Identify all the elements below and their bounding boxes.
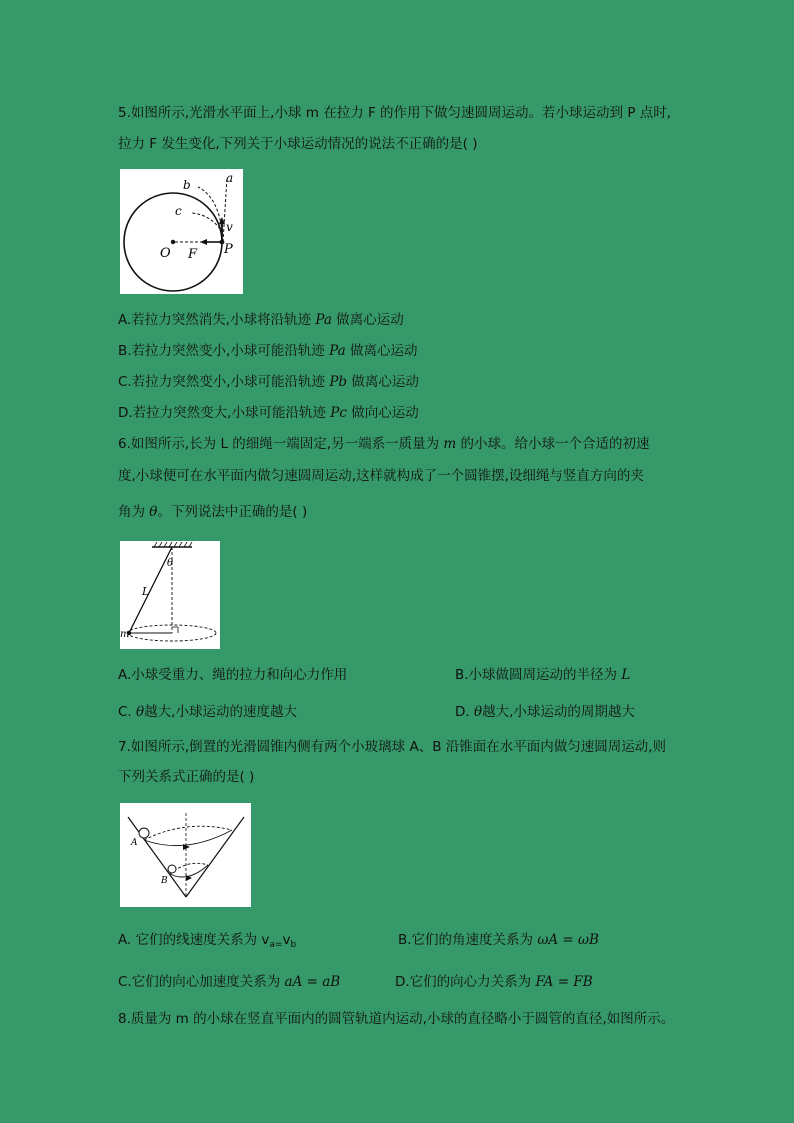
q7-option-a-sub2: b	[290, 940, 297, 950]
q5-label-b: b	[183, 178, 191, 192]
q6-option-b-math: L	[621, 667, 631, 683]
q5-option-a-path: Pa	[315, 312, 332, 328]
q6-text-line1	[118, 435, 649, 453]
q6-option-d	[455, 703, 635, 721]
q6-label-theta: θ	[167, 558, 174, 569]
q6-figure	[120, 541, 220, 649]
q5-option-a-text: A.若拉力突然消失,小球将沿轨迹	[118, 312, 316, 328]
q8-text-line1: 8.质量为 m 的小球在竖直平面内的圆管轨道内运动,小球的直径略小于圆管的直径,如图所示。	[118, 1011, 675, 1027]
q7-option-a	[118, 931, 296, 954]
q6-line1-post: 的小球。给小球一个合适的初速	[456, 436, 650, 452]
q5-option-c-tail: 做离心运动	[347, 374, 419, 390]
q6-line3-post: 。下列说法中正确的是( )	[157, 504, 308, 520]
q5-label-O: O	[160, 246, 171, 261]
q6-option-d-theta: θ	[473, 704, 483, 720]
q6-option-d-label: D.	[455, 704, 474, 720]
q7-label-A: A	[131, 838, 138, 848]
q7-option-b-text: B.它们的角速度关系为	[398, 932, 538, 948]
q5-text-line2: 拉力 F 发生变化,下列关于小球运动情况的说法不正确的是( )	[118, 136, 478, 152]
q6-line3-theta: θ	[149, 504, 158, 520]
q5-option-d-text: D.若拉力突然变大,小球可能沿轨迹	[118, 405, 331, 421]
q7-option-d-text: D.它们的向心力关系为	[395, 974, 536, 990]
q5-option-a-tail: 做离心运动	[331, 312, 404, 328]
q5-option-c-path: Pb	[329, 374, 348, 390]
q5-text-line1: 5.如图所示,光滑水平面上,小球 m 在拉力 F 的作用下做匀速圆周运动。若小球运动到 P 点时,	[118, 105, 672, 121]
q7-option-b	[398, 931, 599, 949]
q5-label-v: v	[226, 220, 233, 234]
q5-option-b-path: Pa	[329, 343, 346, 359]
q5-option-b	[118, 342, 417, 360]
q7-option-a-text: A. 它们的线速度关系为	[118, 932, 262, 948]
q5-option-d-path: Pc	[330, 405, 347, 421]
q7-label-B: B	[161, 876, 168, 886]
q5-option-b-text: B.若拉力突然变小,小球可能沿轨迹	[118, 343, 330, 359]
q7-option-d	[395, 973, 593, 991]
q7-option-c-text: C.它们的向心加速度关系为	[118, 974, 285, 990]
q7-option-c	[118, 973, 340, 991]
q6-option-b-text: B.小球做圆周运动的半径为	[455, 667, 622, 683]
q6-line1-pre: 6.如图所示,长为 L 的细绳一端固定,另一端系一质量为	[118, 436, 444, 452]
q5-label-F: F	[188, 247, 198, 262]
q5-option-d	[118, 404, 419, 422]
q5-figure	[120, 169, 243, 294]
q5-label-a: a	[226, 171, 234, 185]
q6-line3-pre: 角为	[118, 504, 150, 520]
q7-option-a-eq: =	[274, 940, 283, 950]
q7-option-c-math: aA = aB	[284, 974, 341, 990]
q7-text-line1: 7.如图所示,倒置的光滑圆锥内侧有两个小玻璃球 A、B 沿锥面在水平面内做匀速圆周运动,则	[118, 739, 667, 755]
q7-figure	[120, 803, 251, 907]
q7-option-a-v2: v	[282, 932, 291, 948]
q5-option-d-tail: 做向心运动	[346, 405, 419, 421]
q6-label-L: L	[142, 585, 150, 598]
q6-option-c-text: 越大,小球运动的速度越大	[144, 704, 297, 720]
q6-option-d-text: 越大,小球运动的周期越大	[482, 704, 635, 720]
q5-option-a	[118, 311, 404, 329]
q6-option-c-label: C.	[118, 704, 137, 720]
q7-option-b-math: ωA = ωB	[537, 932, 599, 948]
q7-option-d-math: FA = FB	[535, 974, 593, 990]
q6-text-line2: 度,小球便可在水平面内做匀速圆周运动,这样就构成了一个圆锥摆,设细绳与竖直方向的夹	[118, 468, 644, 484]
q6-option-c-theta: θ	[136, 704, 145, 720]
q6-line1-mass: m	[443, 436, 457, 452]
q7-option-a-sub1: a	[269, 940, 275, 950]
q6-text-line3	[118, 503, 307, 521]
q6-option-b	[455, 666, 630, 684]
q7-text-line2: 下列关系式正确的是( )	[118, 769, 255, 785]
q5-option-b-tail: 做离心运动	[345, 343, 418, 359]
q5-label-c: c	[175, 204, 182, 218]
q5-label-P: P	[224, 242, 233, 257]
q7-option-a-v1: v	[261, 932, 270, 948]
q6-option-c	[118, 703, 297, 721]
q5-option-c-text: C.若拉力突然变小,小球可能沿轨迹	[118, 374, 330, 390]
q6-label-m: m	[120, 629, 130, 640]
q6-option-a: A.小球受重力、绳的拉力和向心力作用	[118, 667, 348, 683]
q5-option-c	[118, 373, 419, 391]
